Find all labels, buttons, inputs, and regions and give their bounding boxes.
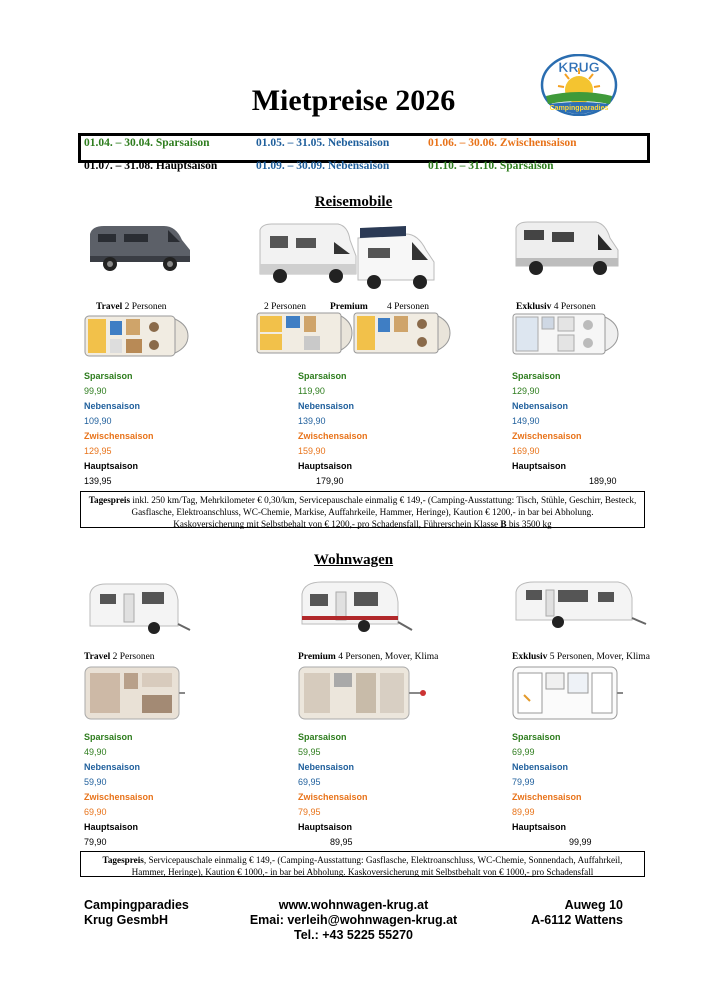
rm-premium-name: Premium xyxy=(330,302,368,312)
price-label-spar: Sparsaison xyxy=(84,732,133,742)
footer-web-link[interactable]: www.wohnwagen-krug.at xyxy=(278,898,429,912)
rm-info-bold: Tagespreis xyxy=(88,495,131,505)
season-4: 01.07. – 31.08. Hauptsaison xyxy=(84,160,218,172)
price-label-spar: Sparsaison xyxy=(298,732,347,742)
ww-exklusiv-label xyxy=(512,652,650,662)
season-1: 01.04. – 30.04. Sparsaison xyxy=(84,137,210,149)
footer-company xyxy=(84,898,189,928)
rm-premium-floorplan xyxy=(256,312,452,354)
season-2: 01.05. – 31.05. Nebensaison xyxy=(256,137,390,149)
caravan-premium-image xyxy=(298,580,414,638)
footer-email-link[interactable]: Emai: verleih@wohnwagen-krug.at xyxy=(249,913,458,927)
price-neben: 69,95 xyxy=(298,777,321,787)
season-6: 01.10. – 31.10. Sparsaison xyxy=(428,160,554,172)
page-title: Mietpreise 2026 xyxy=(251,84,456,117)
price-spar: 59,95 xyxy=(298,747,321,757)
price-label-zwischen: Zwischensaison xyxy=(84,431,154,441)
price-label-spar: Sparsaison xyxy=(512,732,561,742)
logo-top-text: KRUG xyxy=(558,59,600,75)
price-label-zwischen: Zwischensaison xyxy=(512,792,582,802)
ww-premium-price-haupt: 89,95 xyxy=(330,837,353,847)
price-haupt: 79,90 xyxy=(84,837,107,847)
reisemobile-info-box xyxy=(80,491,645,528)
footer-company-line2: Krug GesmbH xyxy=(84,913,169,927)
price-haupt: 139,95 xyxy=(84,476,112,486)
logo-bottom-text: Campingparadies xyxy=(549,105,609,112)
ww-exklusiv-floorplan xyxy=(512,665,624,721)
rm-info-text: inkl. 250 km/Tag, Mehrkilometer € 0,30/km, Servicepauschale einmalig € 149,- (Camping-Ausstattung: Tisch, Stühle, Geschirr, Besteck, Gasflasche, Elektroanschluss, WC-Chemie, Markise, Auffahrkeile, Hammer, Heringe), Kaution € 1200,- in bar bei Abholung. xyxy=(130,495,637,517)
rm-exklusiv-label xyxy=(516,302,596,312)
price-label-haupt: Hauptsaison xyxy=(84,461,139,471)
price-neben: 109,90 xyxy=(84,416,112,426)
price-spar: 49,90 xyxy=(84,747,107,757)
price-label-zwischen: Zwischensaison xyxy=(298,792,368,802)
price-label-haupt: Hauptsaison xyxy=(298,822,353,832)
ww-travel-floorplan xyxy=(84,665,186,721)
rm-premium-persons: 4 Personen xyxy=(387,302,429,312)
rm-exklusiv-prices xyxy=(512,369,582,474)
footer-city: A-6112 Wattens xyxy=(531,913,623,927)
price-neben: 139,90 xyxy=(298,416,326,426)
price-label-haupt: Hauptsaison xyxy=(84,822,139,832)
price-label-haupt: Hauptsaison xyxy=(298,461,353,471)
ww-exklusiv-name: Exklusiv xyxy=(512,652,548,662)
price-zwischen: 169,90 xyxy=(512,446,540,456)
price-spar: 99,90 xyxy=(84,386,107,396)
rm-premium-left-label: 2 Personen xyxy=(264,302,306,312)
price-label-neben: Nebensaison xyxy=(298,762,355,772)
rm-travel-name: Travel xyxy=(96,302,123,312)
reisemobile-heading: Reisemobile xyxy=(314,194,393,210)
motorhome-premium-image xyxy=(256,220,442,290)
rm-premium-prices xyxy=(298,369,368,474)
price-neben: 149,90 xyxy=(512,416,540,426)
price-label-spar: Sparsaison xyxy=(512,371,561,381)
rm-info-line3-bold: B xyxy=(500,519,507,529)
footer-phone: Tel.: +43 5225 55270 xyxy=(294,928,413,942)
price-label-zwischen: Zwischensaison xyxy=(84,792,154,802)
ww-exklusiv-persons: 5 Personen, Mover, Klima xyxy=(549,652,650,662)
footer-contact xyxy=(200,898,507,943)
price-label-zwischen: Zwischensaison xyxy=(298,431,368,441)
caravan-travel-image xyxy=(84,580,192,638)
ww-premium-label xyxy=(298,652,438,662)
price-label-spar: Sparsaison xyxy=(298,371,347,381)
rm-premium-price-haupt: 179,90 xyxy=(316,476,344,486)
price-label-neben: Nebensaison xyxy=(298,401,355,411)
ww-exklusiv-price-haupt: 99,99 xyxy=(569,837,592,847)
rm-exklusiv-floorplan xyxy=(512,313,620,355)
price-label-haupt: Hauptsaison xyxy=(512,822,567,832)
price-zwischen: 159,90 xyxy=(298,446,326,456)
price-label-neben: Nebensaison xyxy=(84,401,141,411)
price-label-neben: Nebensaison xyxy=(84,762,141,772)
rm-exklusiv-persons: 4 Personen xyxy=(553,302,596,312)
price-neben: 79,99 xyxy=(512,777,535,787)
footer-address xyxy=(531,898,623,928)
wohnwagen-heading: Wohnwagen xyxy=(313,552,394,568)
ww-premium-name: Premium xyxy=(298,652,336,662)
price-label-spar: Sparsaison xyxy=(84,371,133,381)
rm-travel-label xyxy=(96,302,167,312)
ww-premium-prices xyxy=(298,730,368,835)
rm-travel-prices xyxy=(84,369,154,489)
rm-exklusiv-name: Exklusiv xyxy=(516,302,552,312)
rm-travel-persons: 2 Personen xyxy=(124,302,167,312)
ww-premium-floorplan xyxy=(298,665,428,721)
footer-company-line1: Campingparadies xyxy=(84,898,189,912)
ww-travel-name: Travel xyxy=(84,652,111,662)
price-zwischen: 129,95 xyxy=(84,446,112,456)
season-5: 01.09. – 30.09. Nebensaison xyxy=(256,160,390,172)
rm-premium-label xyxy=(330,302,368,312)
price-label-neben: Nebensaison xyxy=(512,401,569,411)
price-zwischen: 79,95 xyxy=(298,807,321,817)
price-spar: 129,90 xyxy=(512,386,540,396)
motorhome-travel-image xyxy=(84,222,194,274)
rm-exklusiv-price-haupt: 189,90 xyxy=(589,476,617,486)
price-neben: 59,90 xyxy=(84,777,107,787)
ww-info-bold: Tagespreis xyxy=(102,855,144,865)
ww-travel-prices xyxy=(84,730,154,850)
price-spar: 69,99 xyxy=(512,747,535,757)
rm-info-line3: Kaskoversicherung mit Selbstbehalt von € 1200,- pro Schadensfall, Führerschein Klasse xyxy=(173,519,501,529)
wohnwagen-info-box xyxy=(80,851,645,877)
price-spar: 119,90 xyxy=(298,386,325,396)
ww-premium-persons: 4 Personen, Mover, Klima xyxy=(338,652,439,662)
season-3: 01.06. – 30.06. Zwischensaison xyxy=(428,137,577,149)
motorhome-exklusiv-image xyxy=(512,220,622,276)
ww-travel-label xyxy=(84,652,155,662)
ww-exklusiv-prices xyxy=(512,730,582,835)
ww-travel-persons: 2 Personen xyxy=(112,652,155,662)
price-label-haupt: Hauptsaison xyxy=(512,461,567,471)
price-label-zwischen: Zwischensaison xyxy=(512,431,582,441)
price-label-neben: Nebensaison xyxy=(512,762,569,772)
footer-street: Auweg 10 xyxy=(564,898,623,912)
price-zwischen: 69,90 xyxy=(84,807,107,817)
rm-info-line3-end: bis 3500 kg xyxy=(506,519,552,529)
rm-travel-floorplan xyxy=(84,315,190,357)
caravan-exklusiv-image xyxy=(512,580,648,630)
price-zwischen: 89,99 xyxy=(512,807,535,817)
ww-info-text: , Servicepauschale einmalig € 149,- (Camping-Ausstattung: Gasflasche, Elektroanschluss, WC-Chemie, Sonnendach, Auffahrkeil, Hammer, Heringe), Kaution € 1000,- in bar bei Abholung. Kaskoversicherung mit Selbstbehalt von € 1000,- pro Schadensfall xyxy=(131,855,623,877)
